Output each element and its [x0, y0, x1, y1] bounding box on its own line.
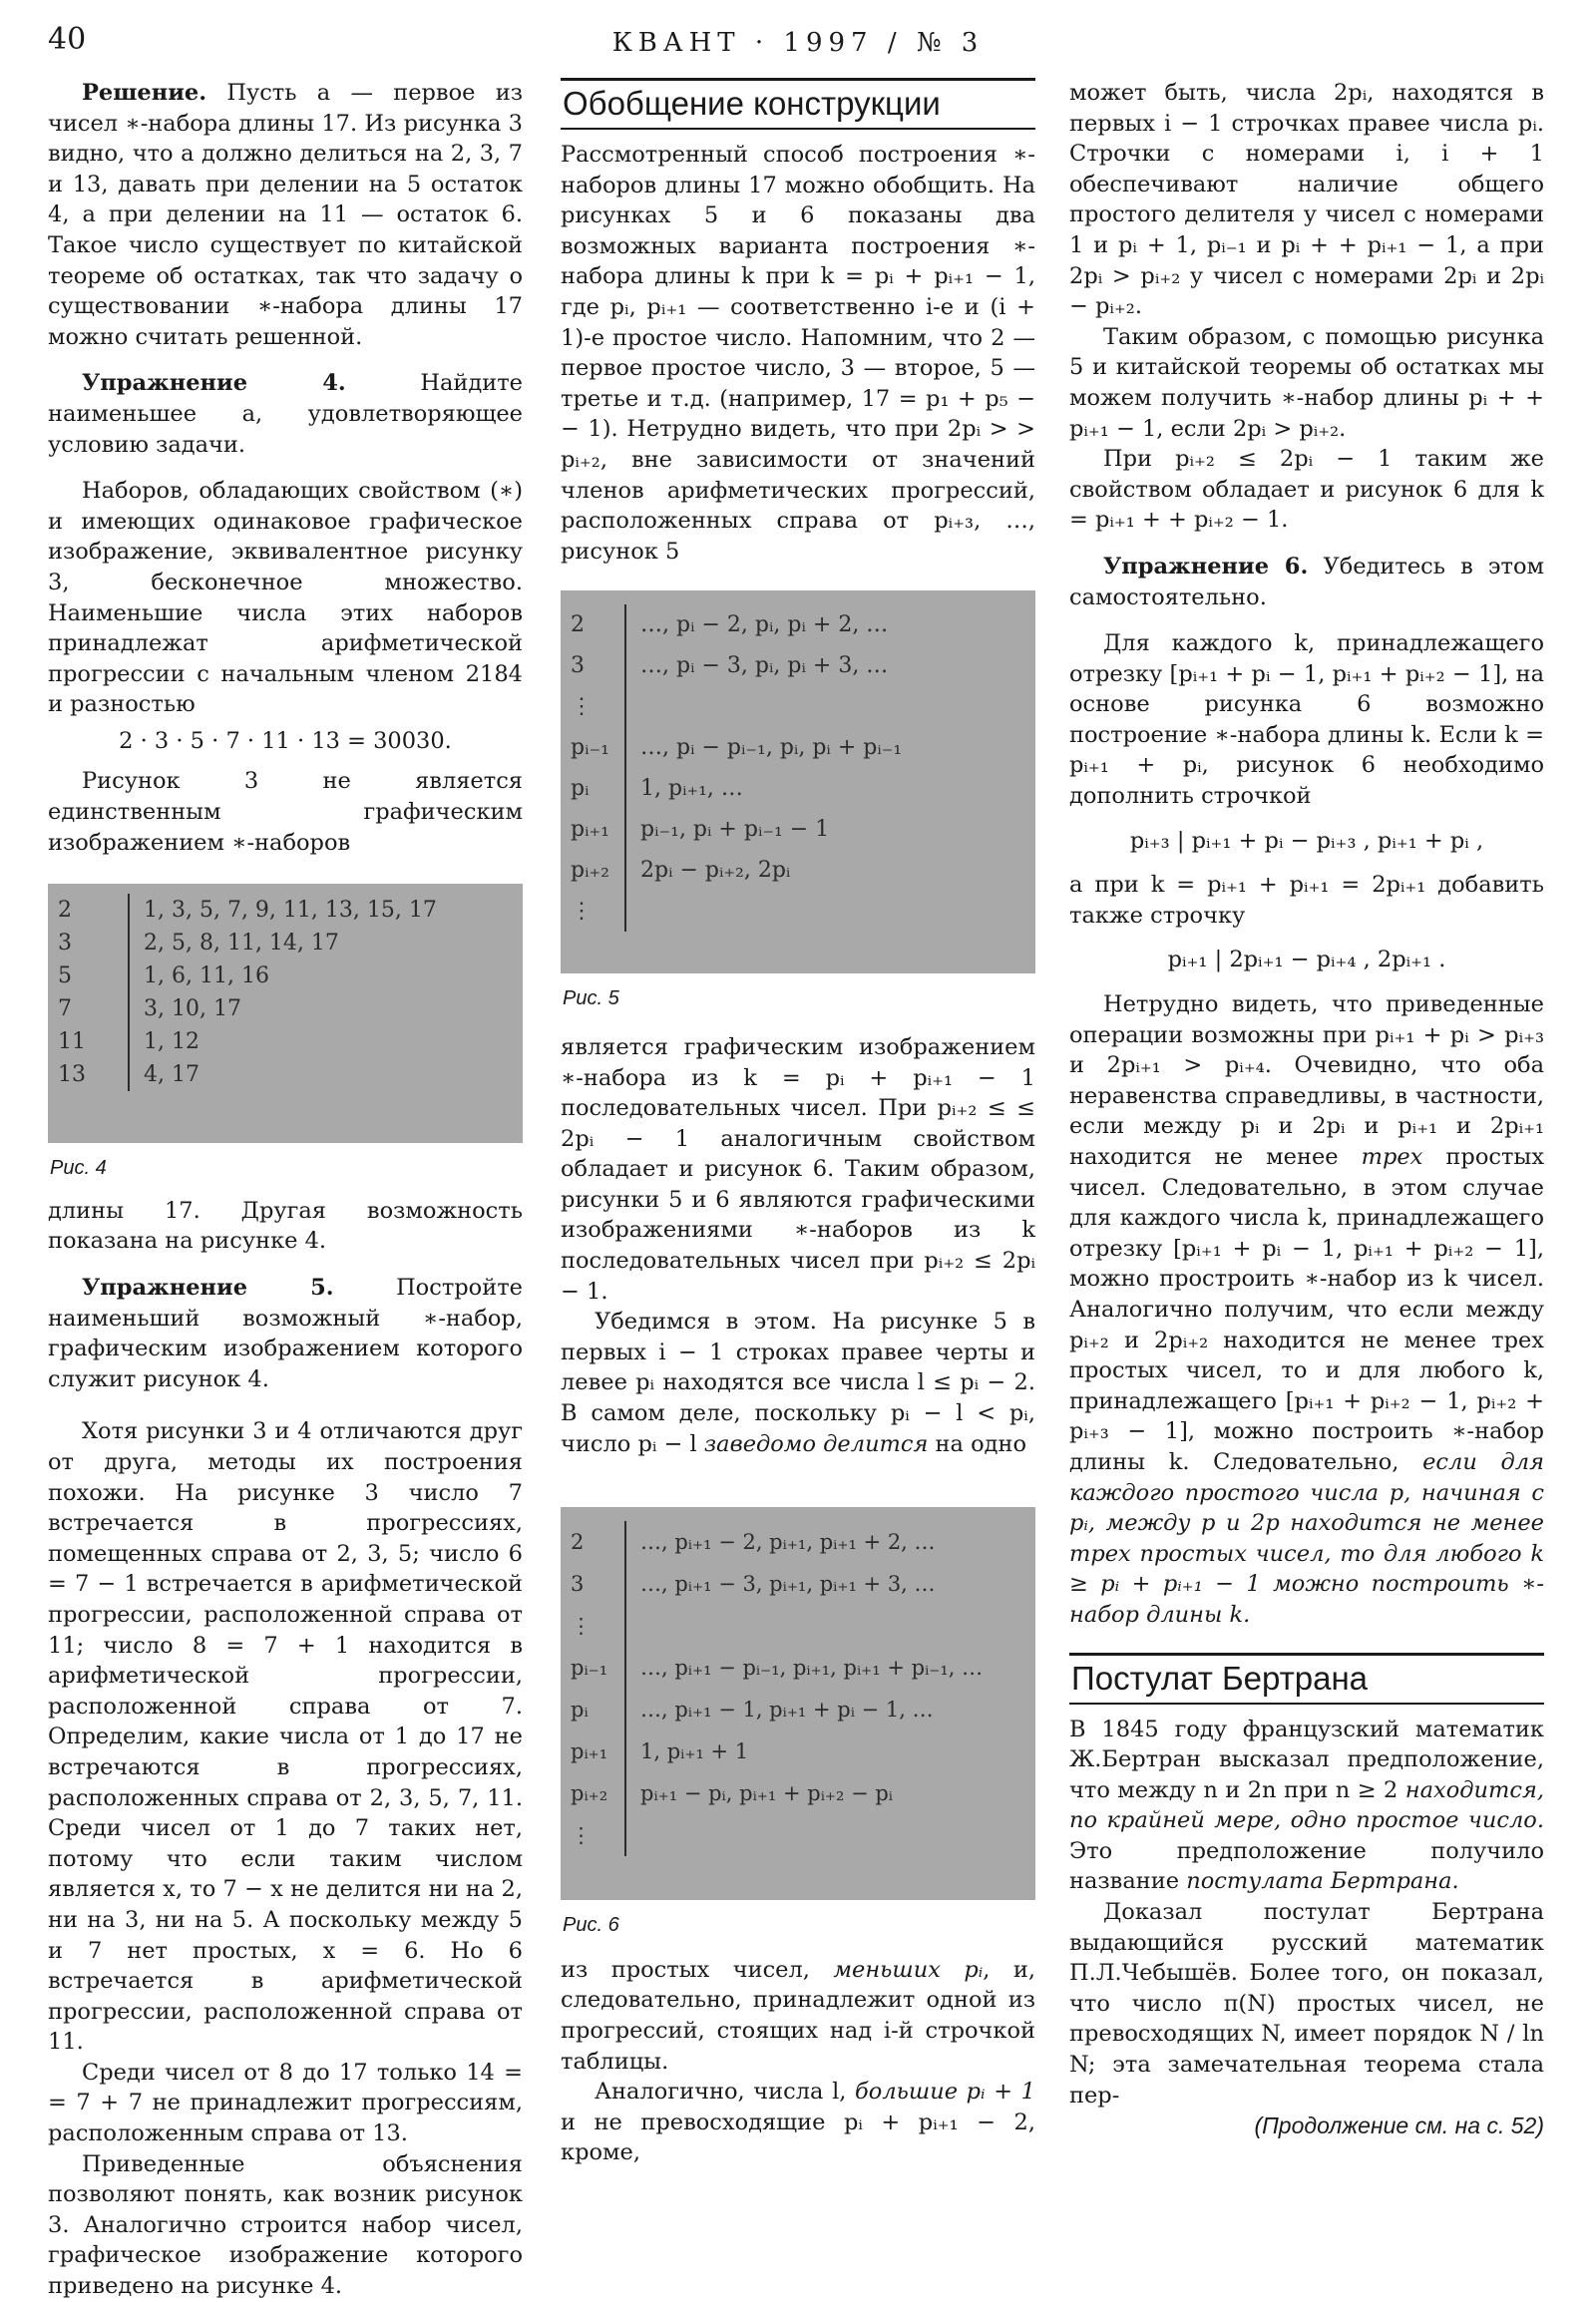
figure-row-value: …, pᵢ − 3, pᵢ, pᵢ + 3, …	[640, 653, 889, 679]
figure-5	[561, 590, 1035, 973]
paragraph: Рисунок 3 не является единственным графическим изображением ∗-наборов	[48, 768, 523, 856]
figure-row-value: pᵢ₋₁, pᵢ + pᵢ₋₁ − 1	[640, 817, 830, 843]
paragraph: Убедимся в этом. На рисунке 5 в первых i − 1 строках правее черты и левее pᵢ находятся все числа l ≤ pᵢ − 2. В самом деле, поскольку pᵢ − l < pᵢ, число pᵢ − l заведомо делится на одно	[561, 1309, 1035, 1457]
paragraph: из простых чисел, меньших pᵢ, и, следовательно, принадлежит одной из прогрессий, стоящих над i-й строчкой таблицы.	[561, 1956, 1035, 2075]
figure-5-caption: Рис. 5	[563, 987, 619, 1010]
figure-row	[48, 1025, 437, 1058]
paragraph: Среди чисел от 8 до 17 только 14 = = 7 + 7 не принадлежит прогрессиям, расположенным справа от 13.	[48, 2059, 523, 2147]
figure-row-key: 3	[561, 645, 625, 686]
paragraph: Доказал постулат Бертрана выдающийся русский математик П.Л.Чебышёв. Более того, он показал, что число π(N) простых чисел, не превосходящих N, имеет порядок N / ln N; эта замечательная теорема стала пер-	[1069, 1899, 1544, 2109]
figure-row-key: 5	[48, 959, 129, 992]
paragraph: При pᵢ₊₂ ≤ 2pᵢ − 1 таким же свойством обладает и рисунок 6 для k = pᵢ₊₁ + + pᵢ₊₂ − 1.	[1069, 446, 1544, 534]
figure-row-value: 1, 6, 11, 16	[144, 963, 269, 989]
figure-4	[48, 884, 523, 1143]
figure-5-table	[561, 604, 902, 932]
figure-row-key: pᵢ₊₁	[561, 1730, 625, 1772]
figure-row-key: pᵢ₊₂	[561, 1772, 625, 1814]
paragraph: Рассмотренный способ построения ∗-наборов длины 17 можно обобщить. На рисунках 5 и 6 показаны два возможных варианта построения ∗-набора длины k при k = pᵢ + pᵢ₊₁ − 1, где pᵢ, pᵢ₊₁ — соответственно i-е и (i + 1)-е простое число. Напомним, что 2 — первое простое число, 3 — второе, 5 — третье и т.д. (например, 17 = p₁ + p₅ − − 1). Нетрудно видеть, что при 2pᵢ > > pᵢ₊₂, вне зависимости от значений членов арифметических прогрессий, расположенных справа от pᵢ₊₃, …, рисунок 5	[561, 142, 1035, 565]
figure-row-key: ⋮	[561, 1605, 625, 1647]
figure-row	[561, 768, 902, 809]
column-3	[1069, 78, 1544, 2141]
section-title: Постулат Бертрана	[1069, 1653, 1544, 1705]
figure-row-key: pᵢ₋₁	[561, 727, 625, 768]
exercise-6	[1069, 552, 1544, 612]
figure-row	[561, 1772, 983, 1814]
figure-row	[48, 992, 437, 1025]
figure-row-key: pᵢ	[561, 1689, 625, 1730]
exercise-5-text: Постройте наименьший возможный ∗-набор, графическим изображением которого служит рисунок 4.	[48, 1275, 523, 1392]
paragraph: является графическим изображением ∗-набора из k = pᵢ + pᵢ₊₁ − 1 последовательных чисел. При pᵢ₊₂ ≤ ≤ 2pᵢ − 1 аналогичным свойством обладает и рисунок 6. Таким образом, рисунки 5 и 6 являются графическими изображениями ∗-наборов из k последовательных чисел при pᵢ₊₂ ≤ 2pᵢ − 1.	[561, 1033, 1035, 1305]
formula: pᵢ₊₁ | 2pᵢ₊₁ − pᵢ₊₄ , 2pᵢ₊₁ .	[1167, 947, 1446, 973]
paragraph: а при k = pᵢ₊₁ + pᵢ₊₁ = 2pᵢ₊₁ добавить также строчку	[1069, 872, 1544, 929]
figure-row-value: pᵢ₊₁ − pᵢ, pᵢ₊₁ + pᵢ₊₂ − pᵢ	[640, 1781, 894, 1806]
figure-row	[561, 1689, 983, 1730]
exercise-4	[48, 368, 523, 460]
formula: 2 · 3 · 5 · 7 · 11 · 13 = 30030.	[119, 727, 452, 754]
figure-row-key: pᵢ₊₁	[561, 809, 625, 850]
figure-row	[561, 891, 902, 932]
figure-row-value	[625, 1814, 983, 1856]
paragraph: В 1845 году французский математик Ж.Бертран высказал предположение, что между n и 2n при n ≥ 2 находится, по крайней мере, одно простое число. Это предположение получило название постулата Бертрана.	[1069, 1716, 1544, 1895]
emphasis: меньших pᵢ	[833, 1956, 984, 1983]
figure-row	[48, 927, 437, 959]
figure-row	[48, 959, 437, 992]
figure-row	[561, 1605, 983, 1647]
figure-row-key: ⋮	[561, 1814, 625, 1856]
figure-6-table	[561, 1521, 983, 1856]
figure-row-value	[625, 1605, 983, 1647]
figure-row-key: 7	[48, 992, 129, 1025]
figure-row-value: …, pᵢ₊₁ − 1, pᵢ₊₁ + pᵢ − 1, …	[640, 1698, 934, 1723]
figure-row	[561, 850, 902, 891]
figure-row-key: 2	[561, 1521, 625, 1563]
figure-row	[561, 686, 902, 727]
exercise-4-label: Упражнение 4.	[82, 370, 346, 397]
figure-row	[561, 604, 902, 645]
column-1	[48, 78, 523, 2302]
figure-row-key: 3	[561, 1563, 625, 1605]
solution-text: Пусть a — первое из чисел ∗-набора длины 17. Из рисунка 3 видно, что a должно делиться на 2, 3, 7 и 13, давать при делении на 5 остаток 4, а при делении на 11 — остаток 6. Такое число существует по китайской теореме об остатках, так что задачу о существовании ∗-набора длины 17 можно считать решенной.	[48, 80, 523, 350]
figure-row-value: …, pᵢ − 2, pᵢ, pᵢ + 2, …	[640, 612, 889, 638]
figure-row-key: pᵢ₋₁	[561, 1647, 625, 1689]
figure-row-key: ⋮	[561, 891, 625, 932]
figure-row-value: 2pᵢ − pᵢ₊₂, 2pᵢ	[640, 858, 791, 884]
figure-row-value: 1, 12	[144, 1029, 200, 1055]
exercise-6-text: Убедитесь в этом самостоятельно.	[1069, 553, 1545, 610]
figure-row-value: 4, 17	[144, 1062, 200, 1088]
emphasis: постулата Бертрана.	[1186, 1868, 1459, 1895]
emphasis: трех	[1361, 1144, 1423, 1170]
figure-row	[561, 1814, 983, 1856]
paragraph: длины 17. Другая возможность показана на рисунке 4.	[48, 1197, 523, 1255]
emphasis: заведомо делится	[703, 1430, 929, 1457]
exercise-4-text: Найдите наименьшее a, удовлетворяющее условию задачи.	[48, 370, 523, 458]
figure-row-value: …, pᵢ₊₁ − pᵢ₋₁, pᵢ₊₁, pᵢ₊₁ + pᵢ₋₁, …	[640, 1656, 984, 1681]
figure-row-key: 2	[561, 604, 625, 645]
figure-row-value: 3, 10, 17	[144, 996, 241, 1022]
figure-row	[561, 1730, 983, 1772]
column-2	[561, 78, 1035, 2168]
figure-row-key: 2	[48, 894, 129, 927]
figure-row	[561, 1521, 983, 1563]
figure-row-value: 1, pᵢ₊₁, …	[640, 776, 743, 802]
figure-row-value	[625, 686, 902, 727]
exercise-6-label: Упражнение 6.	[1103, 553, 1309, 579]
solution-paragraph	[48, 78, 523, 352]
solution-label: Решение.	[82, 80, 207, 106]
figure-row-value	[625, 891, 902, 932]
figure-row-key: 13	[48, 1058, 129, 1091]
running-head: КВАНТ · 1997 / № 3	[611, 28, 985, 58]
figure-row-value: …, pᵢ₊₁ − 2, pᵢ₊₁, pᵢ₊₁ + 2, …	[640, 1530, 936, 1555]
figure-row	[561, 1647, 983, 1689]
figure-row	[561, 727, 902, 768]
figure-row-key: 11	[48, 1025, 129, 1058]
continued-note: (Продолжение см. на с. 52)	[1254, 2112, 1544, 2139]
paragraph: может быть, числа 2pᵢ, находятся в первых i − 1 строчках правее числа pᵢ. Строчки с номерами i, i + 1 обеспечивают наличие общего простого делителя у чисел с номерами 1 и pᵢ + 1, pᵢ₋₁ и pᵢ + + pᵢ₊₁ − 1, а при 2pᵢ > pᵢ₊₂ у чисел с номерами 2pᵢ и 2pᵢ − pᵢ₊₂.	[1069, 80, 1544, 320]
figure-row-value: 2, 5, 8, 11, 14, 17	[144, 931, 339, 957]
emphasis: большие pᵢ + 1	[855, 2079, 1035, 2106]
paragraph: Нетрудно видеть, что приведенные операции возможны при pᵢ₊₁ + pᵢ > pᵢ₊₃ и 2pᵢ₊₁ > pᵢ₊₄. Очевидно, что оба неравенства справедливы, в частности, если между pᵢ и 2pᵢ и pᵢ₊₁ и 2pᵢ₊₁ находится не менее трех простых чисел. Следовательно, в этом случае для каждого числа k, принадлежащего отрезку [pᵢ₊₁ + pᵢ − 1, pᵢ₊₁ + pᵢ₊₂ − 1], можно простроить ∗-набор из k чисел. Аналогично получим, что если между pᵢ₊₂ и 2pᵢ₊₂ находится не менее трех простых чисел, то и для любого k, принадлежащего [pᵢ₊₁ + pᵢ₊₂ − 1, pᵢ₊₂ + pᵢ₊₃ − 1], можно построить ∗-набор длины k. Следовательно, если для каждого простого числа p, начиная с pᵢ, между p и 2p находится не менее трех простых чисел, то для любого k ≥ pᵢ + pᵢ₊₁ − 1 можно построить ∗-набор длины k.	[1069, 991, 1545, 1628]
formula: pᵢ₊₃ | pᵢ₊₁ + pᵢ − pᵢ₊₃ , pᵢ₊₁ + pᵢ ,	[1129, 827, 1484, 854]
exercise-5	[48, 1273, 523, 1394]
figure-row-key: pᵢ₊₂	[561, 850, 625, 891]
paragraph: Приведенные объяснения позволяют понять, как возник рисунок 3. Аналогично строится набор чисел, графическое изображение которого приведено на рисунке 4.	[48, 2150, 523, 2300]
exercise-5-label: Упражнение 5.	[82, 1275, 334, 1302]
figure-row	[48, 894, 437, 927]
figure-row	[561, 1563, 983, 1605]
paragraph: Для каждого k, принадлежащего отрезку [pᵢ₊₁ + pᵢ − 1, pᵢ₊₁ + pᵢ₊₂ − 1], на основе рисунка 6 возможно построение ∗-набора длины k. Если k = pᵢ₊₁ + pᵢ, рисунок 6 необходимо дополнить строчкой	[1069, 630, 1544, 810]
paragraph: Таким образом, с помощью рисунка 5 и китайской теоремы об остатках мы можем получить ∗-набор длины pᵢ + + pᵢ₊₁ − 1, если 2pᵢ > pᵢ₊₂.	[1069, 323, 1544, 442]
figure-row-value: …, pᵢ − pᵢ₋₁, pᵢ, pᵢ + pᵢ₋₁	[640, 735, 903, 761]
paragraph: Наборов, обладающих свойством (∗) и имеющих одинаковое графическое изображение, эквивалентное рисунку 3, бесконечное множество. Наименьшие числа этих наборов принадлежат арифметической прогрессии с начальным членом 2184 и разностью	[48, 478, 523, 718]
figure-row	[561, 645, 902, 686]
figure-row-value: 1, 3, 5, 7, 9, 11, 13, 15, 17	[144, 898, 437, 924]
paragraph: Хотя рисунки 3 и 4 отличаются друг от друга, методы их построения похожи. На рисунке 3 число 7 встречается в прогрессиях, помещенных справа от 2, 3, 5; число 6 = 7 − 1 встречается в арифметической прогрессии, расположенной справа от 11; число 8 = 7 + 1 находится в арифметической прогрессии, расположенной справа от 7. Определим, какие числа от 1 до 17 не встречаются в прогрессиях, расположенных справа от 2, 3, 5, 7, 11. Среди чисел от 1 до 7 таких нет, потому что если таким числом является x, то 7 − x не делится ни на 2, ни на 3, ни на 5. А поскольку между 5 и 7 нет простых, x = 6. Но 6 встречается в арифметической прогрессии, расположенной справа от 11.	[48, 1418, 523, 2056]
figure-row-value: 1, pᵢ₊₁ + 1	[640, 1739, 749, 1764]
section-title: Обобщение конструкции	[561, 78, 1035, 130]
figure-row	[561, 809, 902, 850]
page-number: 40	[48, 22, 87, 57]
figure-4-table	[48, 894, 437, 1091]
figure-row-value: …, pᵢ₊₁ − 3, pᵢ₊₁, pᵢ₊₁ + 3, …	[640, 1572, 936, 1597]
figure-6	[561, 1507, 1035, 1900]
figure-4-caption: Рис. 4	[50, 1157, 107, 1180]
figure-row-key: ⋮	[561, 686, 625, 727]
emphasis: если для каждого простого числа p, начиная с pᵢ, между p и 2p находится не менее трех простых чисел, то для любого k ≥ pᵢ + pᵢ₊₁ − 1 можно построить ∗-набор длины k.	[1069, 1448, 1544, 1628]
paragraph: Аналогично, числа l, большие pᵢ + 1 и не превосходящие pᵢ + pᵢ₊₁ − 2, кроме,	[561, 2079, 1035, 2166]
figure-6-caption: Рис. 6	[563, 1914, 619, 1937]
figure-row-key: pᵢ	[561, 768, 625, 809]
figure-row-key: 3	[48, 927, 129, 959]
figure-row	[48, 1058, 437, 1091]
emphasis: находится, по крайней мере, одно простое число.	[1069, 1776, 1544, 1834]
